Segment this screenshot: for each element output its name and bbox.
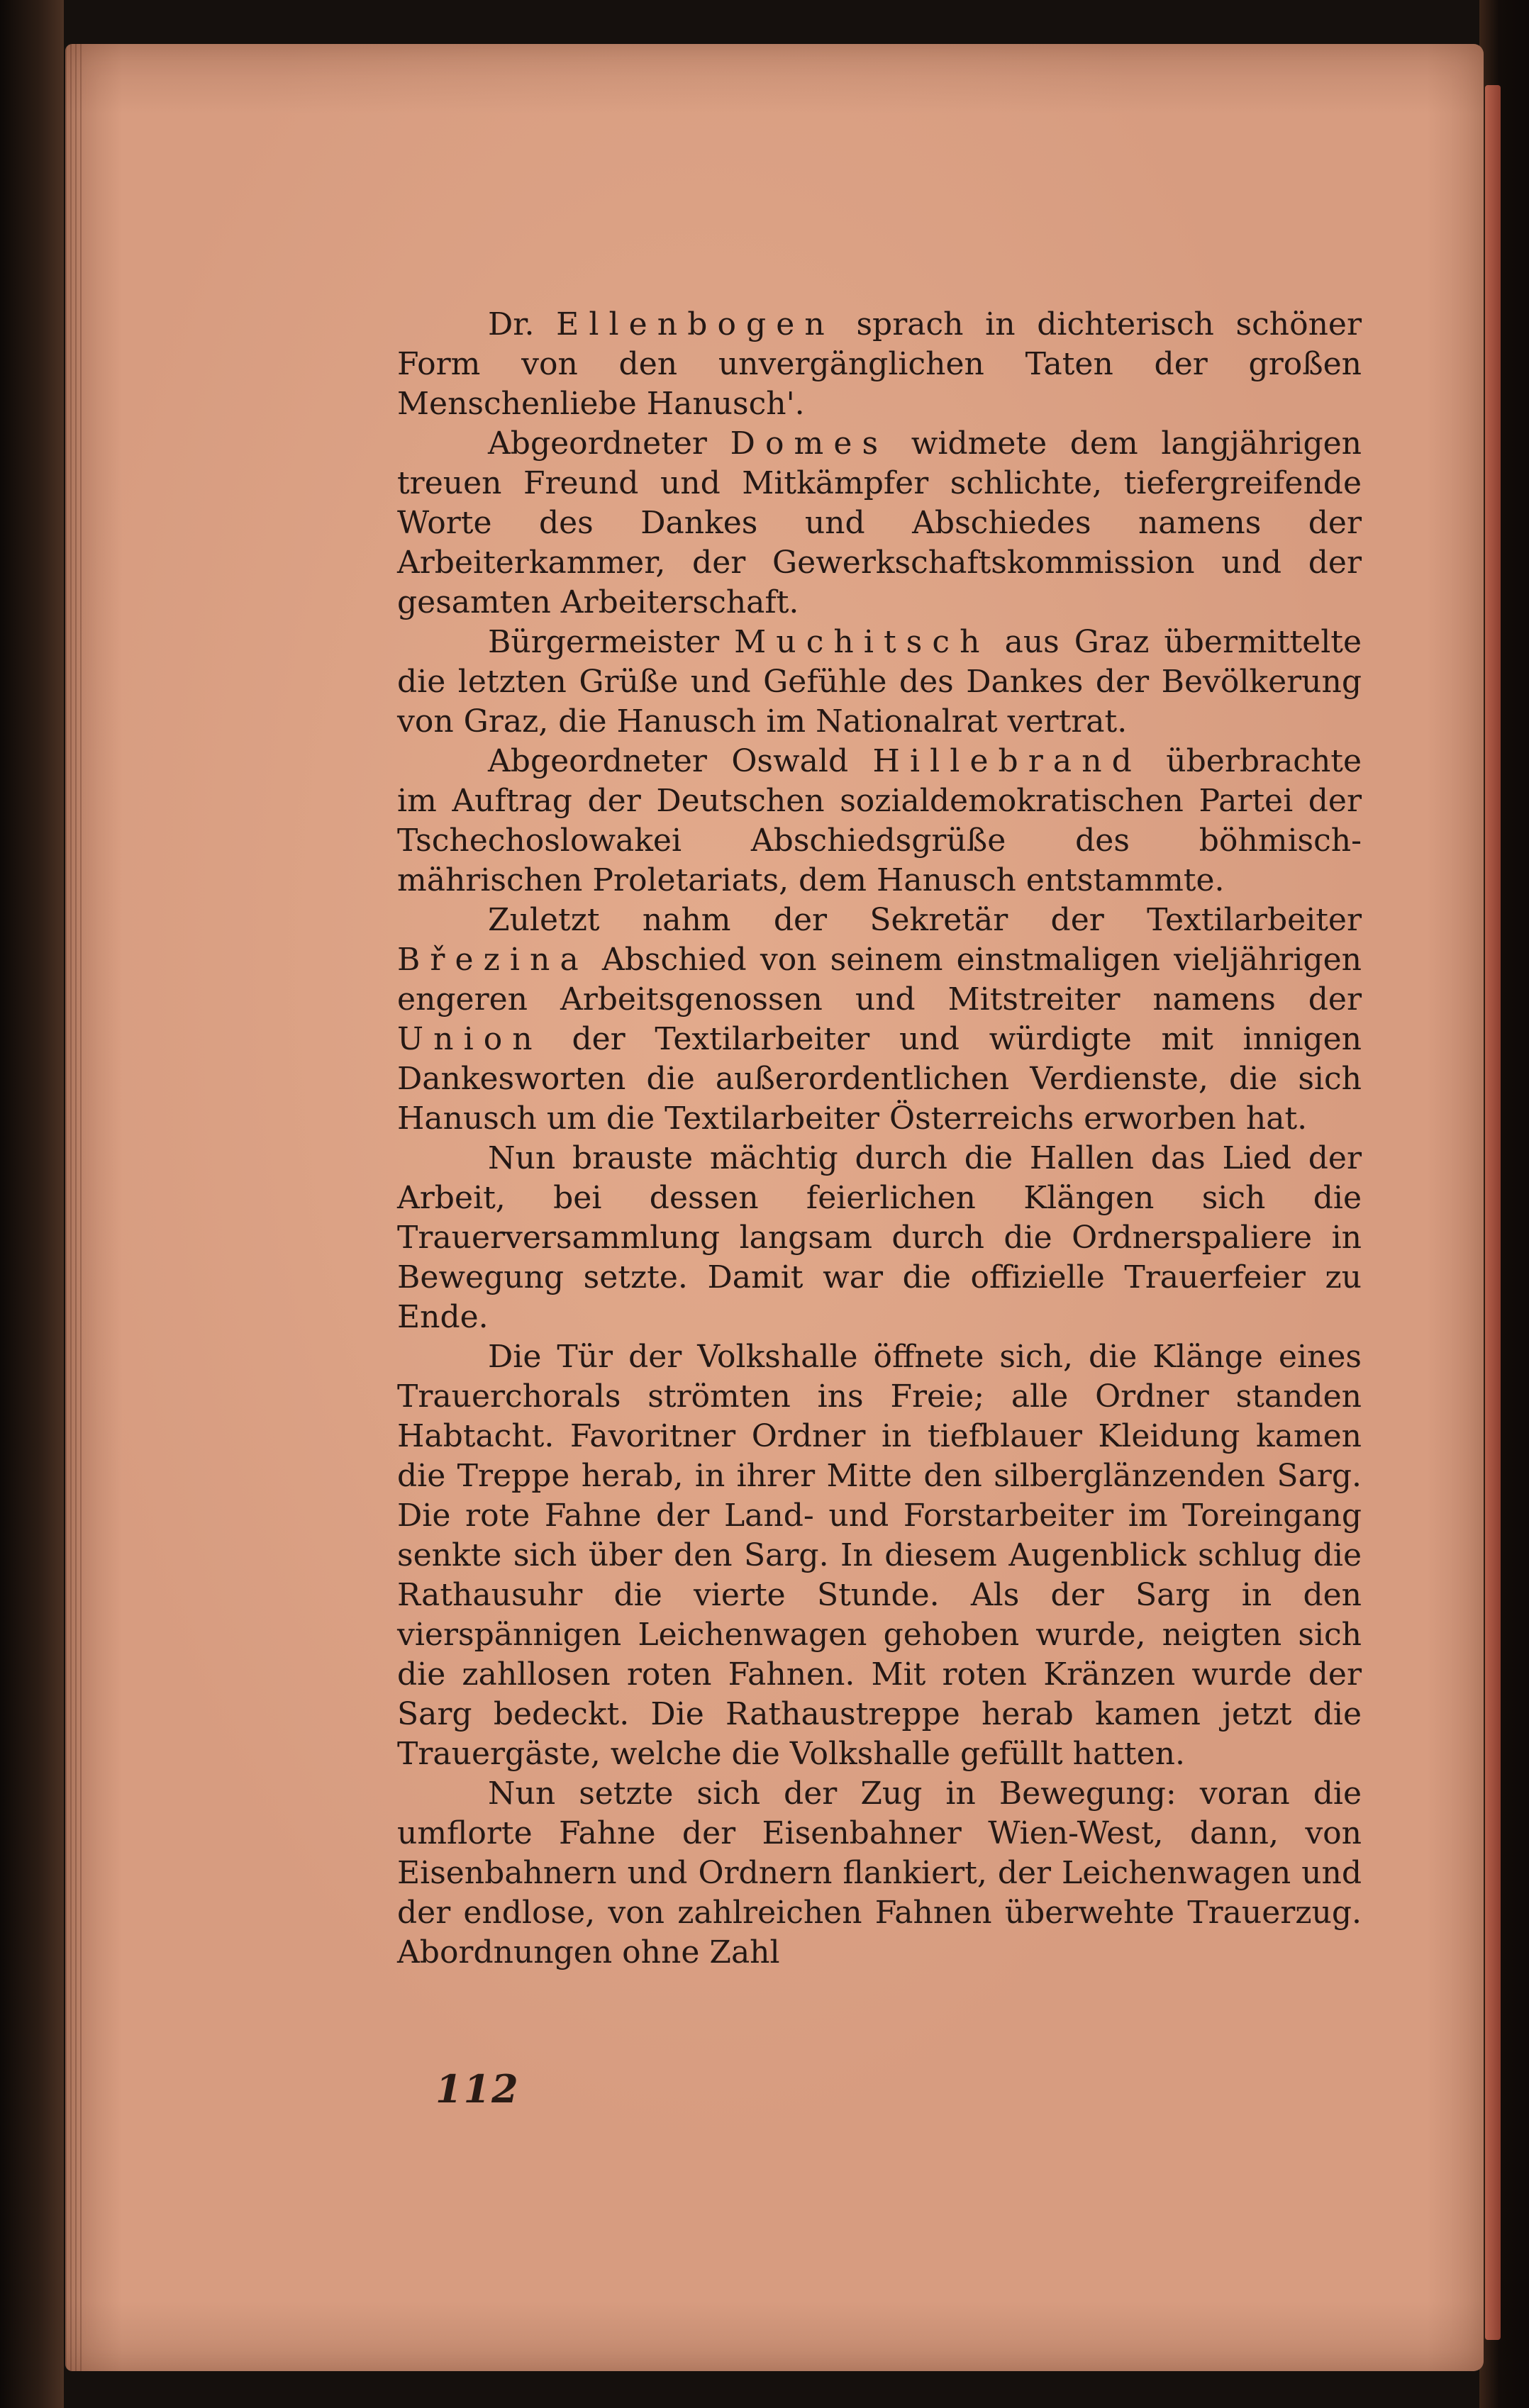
paragraph-7: [397, 1337, 1362, 1774]
text-segment: widmete dem langjährigen treuen Freund und Mitkämpfer schlichte, tiefergreifende Worte des Dankes und Abschiedes namens der Arbeiterkammer, der Gewerkschaftskommission und der gesamten Arbeiterschaft.: [397, 425, 1362, 620]
facing-page-edge: [1485, 85, 1501, 2340]
paragraph-3: [397, 623, 1362, 742]
text-segment: sprach in dichterisch schöner Form von den unvergänglichen Taten der großen Menschenliebe Hanusch'.: [397, 306, 1362, 422]
organization-name: Union: [397, 1021, 543, 1057]
page-number: 112: [435, 2066, 520, 2112]
text-segment: überbrachte im Auftrag der Deutschen sozialdemokratischen Partei der Tschechoslowakei Abschiedsgrüße des böhmisch-mährischen Proletariats, dem Hanusch entstammte.: [397, 743, 1362, 898]
text-segment: aus Graz übermittelte die letzten Grüße und Gefühle des Dankes der Bevölkerung von Graz, die Hanusch im Nationalrat vertrat.: [397, 624, 1362, 740]
page-stack-edge: [65, 44, 84, 2371]
person-name: Domes: [730, 425, 889, 462]
text-segment: Die Tür der Volkshalle öffnete sich, die Klänge eines Trauerchorals strömten ins Freie; alle Ordner standen Habtacht. Favoritner Ordner in tiefblauer Kleidung kamen die Treppe herab, in ihrer Mitte den silberglänzenden Sarg. Die rote Fahne der Land- und Forstarbeiter im Toreingang senkte sich über den Sarg. In diesem Augenblick schlug die Rathausuhr die vierte Stunde. Als der Sarg in den vierspännigen Leichenwagen gehoben wurde, neigten sich die zahllosen roten Fahnen. Mit roten Kränzen wurde der Sarg bedeckt. Die Rathaustreppe herab kamen jetzt die Trauergäste, welche die Volkshalle gefüllt hatten.: [397, 1339, 1362, 1772]
person-name: Březina: [397, 942, 589, 978]
text-segment: Abgeordneter Oswald: [488, 743, 873, 779]
text-segment: Zuletzt nahm der Sekretär der Textilarbeiter: [488, 902, 1362, 938]
paragraph-6: [397, 1139, 1362, 1337]
paragraph-2: [397, 424, 1362, 623]
text-segment: der Textilarbeiter und würdigte mit innigen Dankesworten die außerordentlichen Verdienste, die sich Hanusch um die Textilarbeiter Österreichs erworben hat.: [397, 1021, 1362, 1137]
paragraph-5: [397, 901, 1362, 1139]
text-segment: Dr.: [488, 306, 557, 342]
text-segment: Abgeordneter: [488, 425, 730, 462]
paragraph-4: [397, 742, 1362, 901]
text-segment: Abschied von seinem einstmaligen vieljährigen engeren Arbeitsgenossen und Mitstreiter namens der: [397, 942, 1362, 1018]
person-name: Ellenbogen: [556, 306, 835, 342]
paragraph-8: [397, 1774, 1362, 1973]
text-segment: Nun setzte sich der Zug in Bewegung: voran die umflorte Fahne der Eisenbahner Wien-West, dann, von Eisenbahnern und Ordnern flankiert, der Leichenwagen und der endlose, von zahlreichen Fahnen überwehte Trauerzug. Abordnungen ohne Zahl: [397, 1776, 1362, 1971]
body-text: [397, 305, 1362, 1973]
paragraph-1: [397, 305, 1362, 424]
book-page: [65, 44, 1484, 2371]
text-segment: Nun brauste mächtig durch die Hallen das Lied der Arbeit, bei dessen feierlichen Klängen sich die Trauerversammlung langsam durch die Ordnerspaliere in Bewegung setzte. Damit war die offizielle Trauerfeier zu Ende.: [397, 1140, 1362, 1335]
person-name: Hillebrand: [872, 743, 1142, 779]
book-binding-left: [0, 0, 64, 2408]
text-segment: Bürgermeister: [488, 624, 735, 660]
person-name: Muchitsch: [734, 624, 990, 660]
